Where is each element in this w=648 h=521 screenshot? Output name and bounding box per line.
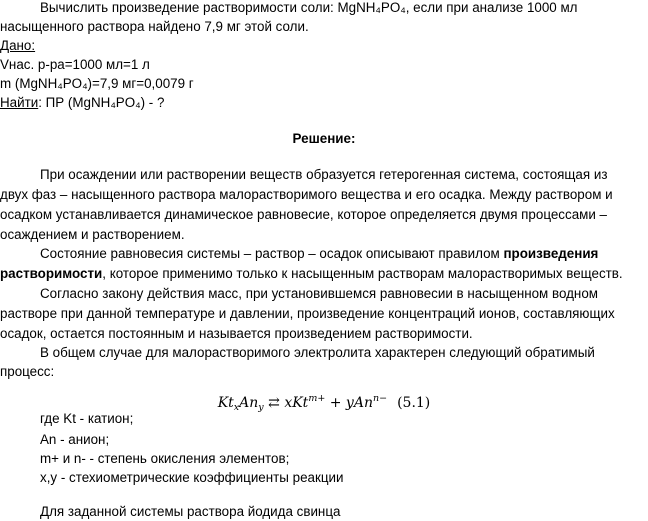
- reversible-arrow: ⇄: [268, 395, 280, 411]
- find-label: Найти: [0, 95, 39, 110]
- para2-line-1: Состояние равновесия системы – раствор – осадок описывают правилом произведения: [40, 246, 599, 261]
- legend-line-1: где Kt - катион;: [40, 411, 134, 426]
- solution-title: Решение:: [292, 131, 356, 146]
- find-text: : ПР (MgNH₄PO₄) - ?: [38, 95, 165, 110]
- para1-line-2: двух фаз – насыщенного раствора малорастворимого вещества и его осадка. Между раствором и: [0, 187, 613, 202]
- equation-number: (5.1): [397, 395, 431, 411]
- task-line-1: Вычислить произведение растворимости соли: MgNH₄PO₄, если при анализе 1000 мл: [40, 0, 578, 15]
- legend-line-3: m+ и n- - степень окисления элементов;: [40, 451, 290, 466]
- para3-line-2: растворе при данной температуре и давлении, произведение концентраций ионов, составляющих: [0, 306, 615, 321]
- legend-line-2: An - анион;: [40, 432, 110, 447]
- para4-line-1: В общем случае для малорастворимого электролита характерен следующий обратимый: [40, 345, 595, 360]
- para1-line-4: осаждением и растворением.: [0, 227, 185, 242]
- para1-line-1: При осаждении или растворении веществ образуется гетерогенная система, состоящая из: [40, 167, 608, 182]
- dissociation-equation: $Kt_xAn_y$ ⇄ xKt$^{m+}$ + yAn$^{n-}$ (5.1): [217, 393, 431, 413]
- given-volume: Vнас. р-ра=1000 мл=1 л: [0, 57, 150, 72]
- term-bold-2: растворимости: [0, 266, 103, 281]
- para2-line-2: растворимости, которое применимо только к насыщенным растворам малорастворимых веществ.: [0, 266, 623, 281]
- given-label: Дано:: [0, 38, 36, 53]
- para3-line-1: Согласно закону действия масс, при установившемся равновесии в насыщенном водном: [40, 286, 598, 301]
- para1-line-3: осадком устанавливается динамическое равновесие, которое определяется двумя процессами –: [0, 207, 607, 222]
- task-line-2: насыщенного раствора найдено 7,9 мг этой соли.: [0, 19, 309, 34]
- para4-line-2: процесс:: [0, 364, 55, 379]
- last-line: Для заданной системы раствора йодида свинца: [40, 504, 341, 519]
- find-line: [0, 94, 164, 112]
- term-bold-1: произведения: [503, 246, 599, 261]
- given-mass: m (MgNH₄PO₄)=7,9 мг=0,0079 г: [0, 76, 194, 91]
- para3-line-3: осадок, остается постоянным и называется произведением растворимости.: [0, 326, 473, 341]
- legend-line-4: x,y - стехиометрические коэффициенты реакции: [40, 470, 344, 485]
